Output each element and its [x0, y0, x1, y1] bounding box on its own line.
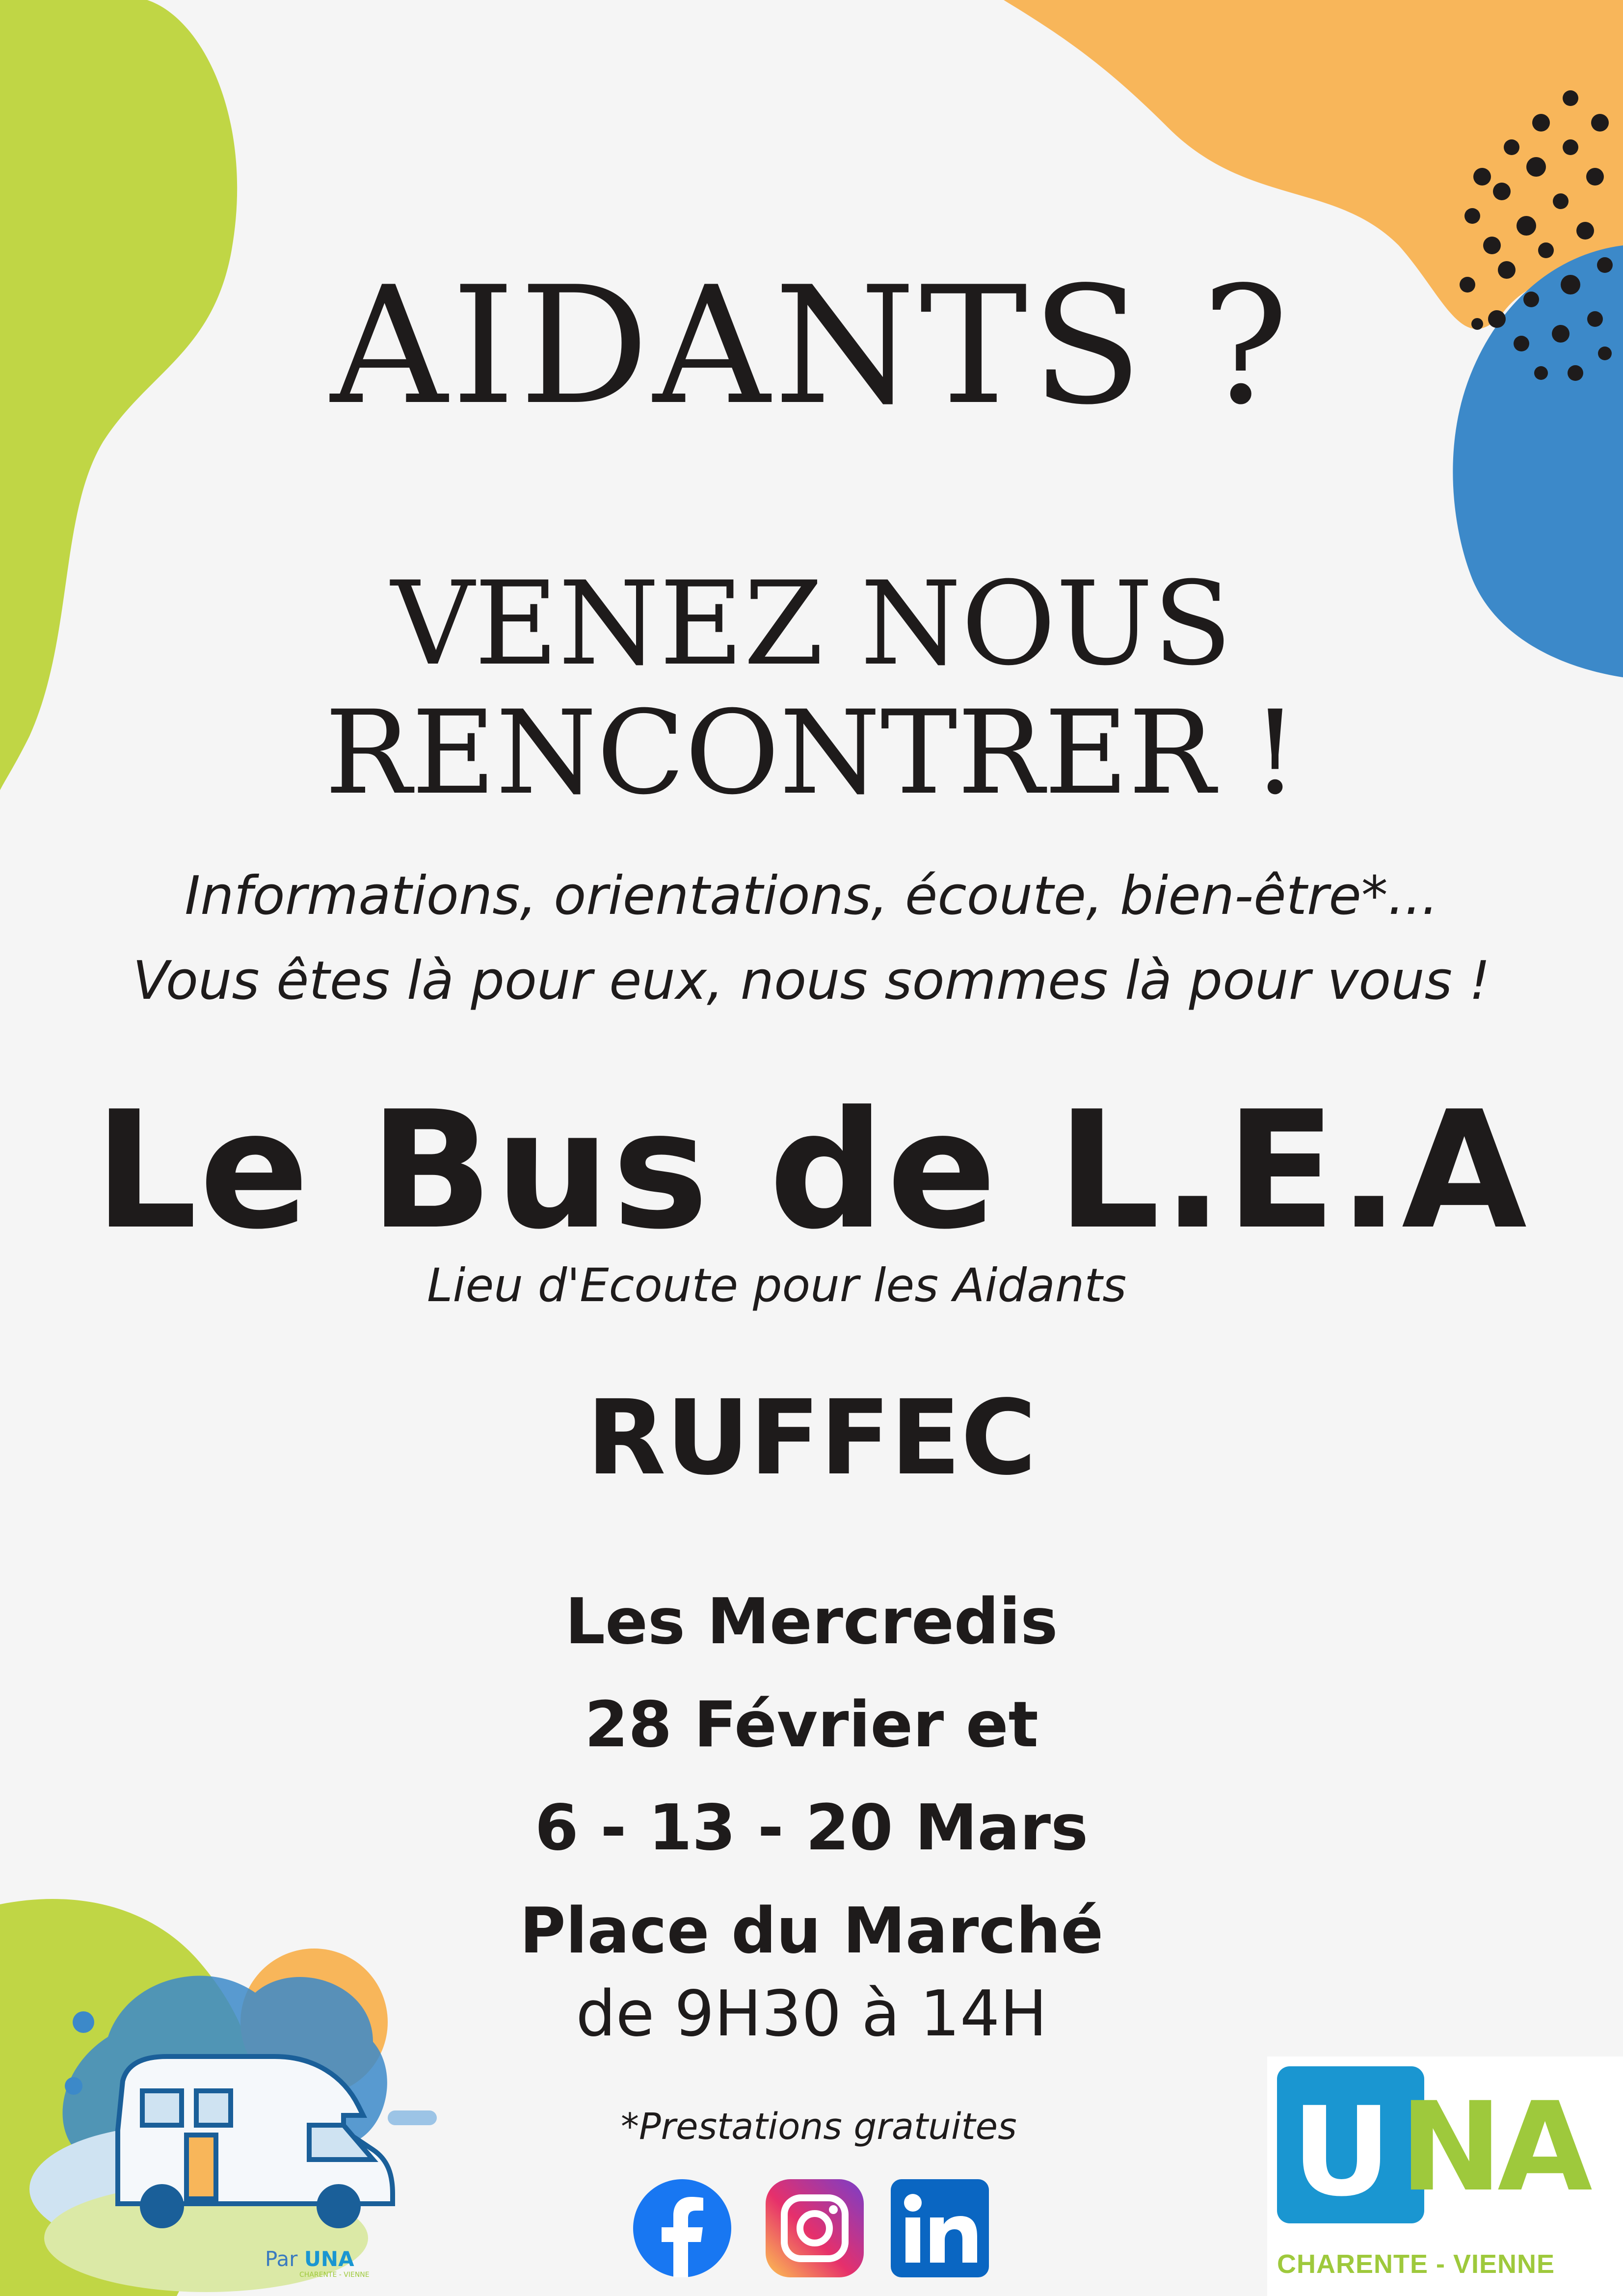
linkedin-icon[interactable]: [891, 2179, 989, 2277]
small-una-logo: [265, 2247, 370, 2279]
schedule-line: Les Mercredis: [565, 1585, 1058, 1658]
hours: de 9H30 à 14H: [576, 1977, 1047, 2051]
bus-title: Le Bus de L.E.A: [94, 1076, 1529, 1265]
blue-dash: [388, 2110, 437, 2125]
footnote: *Prestations gratuites: [621, 2106, 1017, 2148]
schedule: [0, 1571, 1623, 1983]
invite-text: [0, 557, 1623, 821]
city-name: RUFFEC: [586, 1378, 1037, 1498]
schedule-line: Place du Marché: [519, 1895, 1104, 1968]
una-logo: [1267, 2056, 1623, 2296]
blue-dot: [65, 2077, 82, 2095]
tagline: [0, 854, 1623, 1024]
una-logo-u: U: [1292, 2081, 1392, 2223]
una-logo-region: CHARENTE - VIENNE: [1277, 2249, 1555, 2279]
small-logo-brand: UNA: [304, 2247, 354, 2271]
tagline-line-1: Informations, orientations, écoute, bien-être*...: [185, 865, 1438, 927]
small-logo-par: Par: [265, 2247, 298, 2271]
invite-line-1: VENEZ NOUS: [391, 557, 1232, 691]
small-logo-region: CHARENTE - VIENNE: [299, 2271, 370, 2279]
headline: AIDANTS ?: [330, 252, 1293, 440]
schedule-line: 6 - 13 - 20 Mars: [534, 1791, 1089, 1865]
invite-line-2: RENCONTRER !: [324, 686, 1299, 821]
schedule-line: 28 Février et: [585, 1688, 1038, 1762]
una-logo-na: NA: [1400, 2076, 1588, 2218]
bus-subtitle: Lieu d'Ecoute pour les Aidants: [427, 1259, 1127, 1312]
tagline-line-2: Vous êtes là pour eux, nous sommes là pour vous !: [133, 950, 1490, 1012]
instagram-icon[interactable]: [766, 2179, 864, 2277]
facebook-icon[interactable]: [633, 2179, 731, 2277]
